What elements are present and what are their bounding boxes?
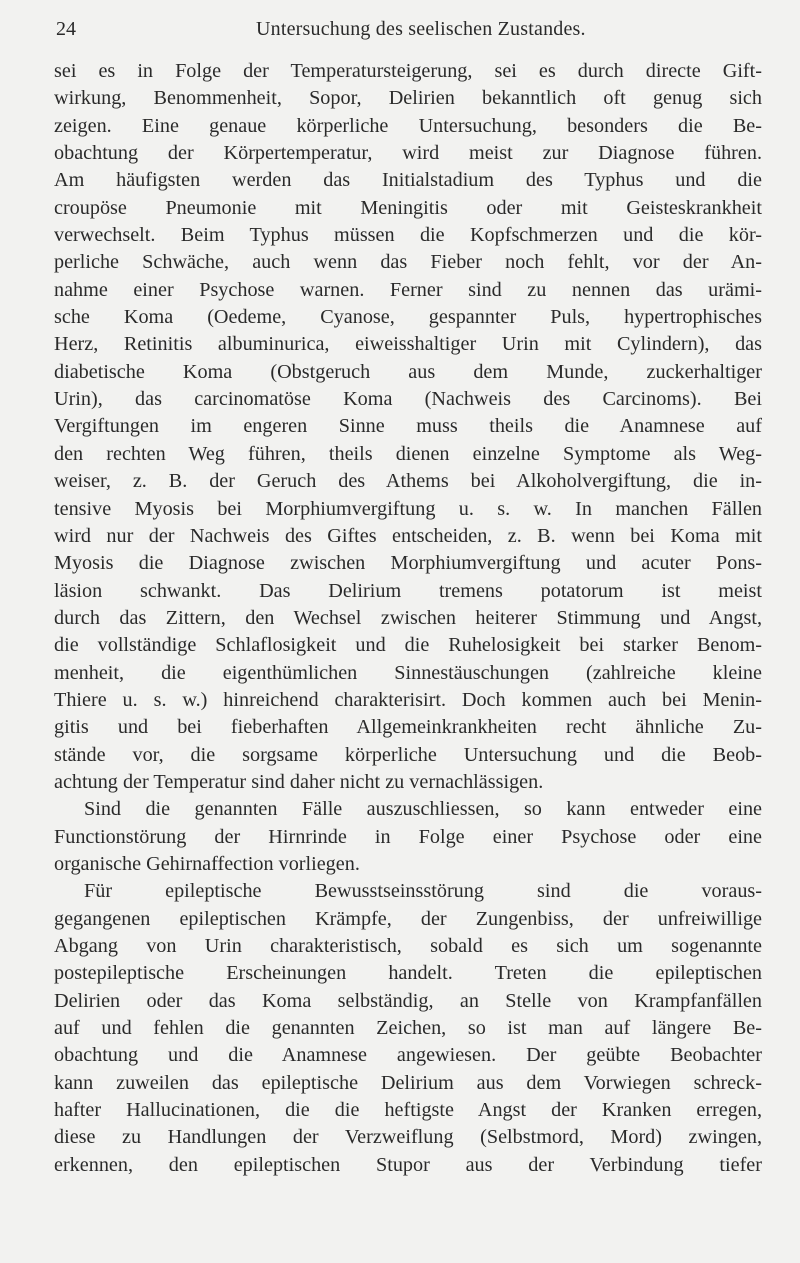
text-line: erkennen, den epileptischen Stupor aus der Verbindung tiefer — [54, 1153, 762, 1176]
text-line: wird nur der Nachweis des Giftes entscheiden, z. B. wenn bei Koma mit — [54, 524, 762, 547]
text-line: Für epileptische Bewusstseinsstörung sind die voraus- — [84, 880, 762, 903]
page-number: 24 — [56, 18, 76, 40]
paragraph — [54, 878, 762, 1179]
text-line: sei es in Folge der Temperatursteigerung, sei es durch directe Gift- — [54, 60, 762, 82]
text-line: Functionstörung der Hirnrinde in Folge einer Psychose oder eine — [54, 825, 762, 848]
text-line: diese zu Handlungen der Verzweiflung (Selbstmord, Mord) zwingen, — [54, 1126, 762, 1149]
text-line: organische Gehirnaffection vorliegen. — [54, 852, 360, 875]
text-line: durch das Zittern, den Wechsel zwischen heiterer Stimmung und Angst, — [54, 606, 762, 629]
text-line: sche Koma (Oedeme, Cyanose, gespannter Puls, hypertrophisches — [54, 306, 762, 329]
text-line: stände vor, die sorgsame körperliche Untersuchung und die Beob- — [54, 743, 762, 766]
text-line: Am häufigsten werden das Initialstadium des Typhus und die — [54, 169, 762, 192]
text-line: Vergiftungen im engeren Sinne muss theils die Anamnese auf — [54, 415, 762, 438]
page-header — [46, 14, 756, 42]
text-line: croupöse Pneumonie mit Meningitis oder mit Geisteskrankheit — [54, 196, 762, 219]
paragraph — [54, 58, 762, 796]
text-line: kann zuweilen das epileptische Delirium aus dem Vorwiegen schreck- — [54, 1071, 762, 1094]
text-line: zeigen. Eine genaue körperliche Untersuchung, besonders die Be- — [54, 114, 762, 137]
text-line: achtung der Temperatur sind daher nicht zu vernachlässigen. — [54, 770, 544, 793]
text-line: die vollständige Schlaflosigkeit und die Ruhelosigkeit bei starker Benom- — [54, 634, 762, 657]
text-line: postepileptische Erscheinungen handelt. Treten die epileptischen — [54, 962, 762, 985]
text-line: menheit, die eigenthümlichen Sinnestäuschungen (zahlreiche kleine — [54, 661, 762, 684]
text-line: weiser, z. B. der Geruch des Athems bei Alkoholvergiftung, die in- — [54, 470, 762, 493]
text-line: gitis und bei fieberhaften Allgemeinkrankheiten recht ähnliche Zu- — [54, 716, 762, 739]
text-line: läsion schwankt. Das Delirium tremens potatorum ist meist — [54, 579, 762, 602]
text-line: diabetische Koma (Obstgeruch aus dem Munde, zuckerhaltiger — [54, 360, 762, 383]
text-line: obachtung und die Anamnese angewiesen. Der geübte Beobachter — [54, 1044, 762, 1067]
text-line: Herz, Retinitis albuminurica, eiweisshaltiger Urin mit Cylindern), das — [54, 333, 762, 356]
text-line: Thiere u. s. w.) hinreichend charakterisirt. Doch kommen auch bei Menin- — [54, 688, 762, 711]
text-line: Urin), das carcinomatöse Koma (Nachweis des Carcinoms). Bei — [54, 388, 762, 411]
paragraph-container — [54, 58, 762, 1179]
text-line: tensive Myosis bei Morphiumvergiftung u. s. w. In manchen Fällen — [54, 497, 762, 520]
text-line: perliche Schwäche, auch wenn das Fieber noch fehlt, vor der An- — [54, 251, 762, 274]
text-line: verwechselt. Beim Typhus müssen die Kopfschmerzen und die kör- — [54, 224, 762, 247]
running-head: Untersuchung des seelischen Zustandes. — [256, 18, 586, 40]
body-text — [54, 58, 762, 1179]
text-line: den rechten Weg führen, theils dienen einzelne Symptome als Weg- — [54, 442, 762, 465]
text-line: obachtung der Körpertemperatur, wird meist zur Diagnose führen. — [54, 142, 762, 165]
text-line: wirkung, Benommenheit, Sopor, Delirien bekanntlich oft genug sich — [54, 87, 762, 110]
text-line: gegangenen epileptischen Krämpfe, der Zungenbiss, der unfreiwillige — [54, 907, 762, 930]
text-line: auf und fehlen die genannten Zeichen, so ist man auf längere Be- — [54, 1017, 762, 1040]
text-line: hafter Hallucinationen, die die heftigste Angst der Kranken erregen, — [54, 1099, 762, 1122]
text-line: Myosis die Diagnose zwischen Morphiumvergiftung und acuter Pons- — [54, 552, 762, 575]
paragraph — [54, 796, 762, 878]
text-line: Abgang von Urin charakteristisch, sobald es sich um sogenannte — [54, 935, 762, 957]
text-line: nahme einer Psychose warnen. Ferner sind zu nennen das urämi- — [54, 278, 762, 301]
text-line: Delirien oder das Koma selbständig, an Stelle von Krampfanfällen — [54, 989, 762, 1012]
text-line: Sind die genannten Fälle auszuschliessen, so kann entweder eine — [84, 798, 762, 821]
